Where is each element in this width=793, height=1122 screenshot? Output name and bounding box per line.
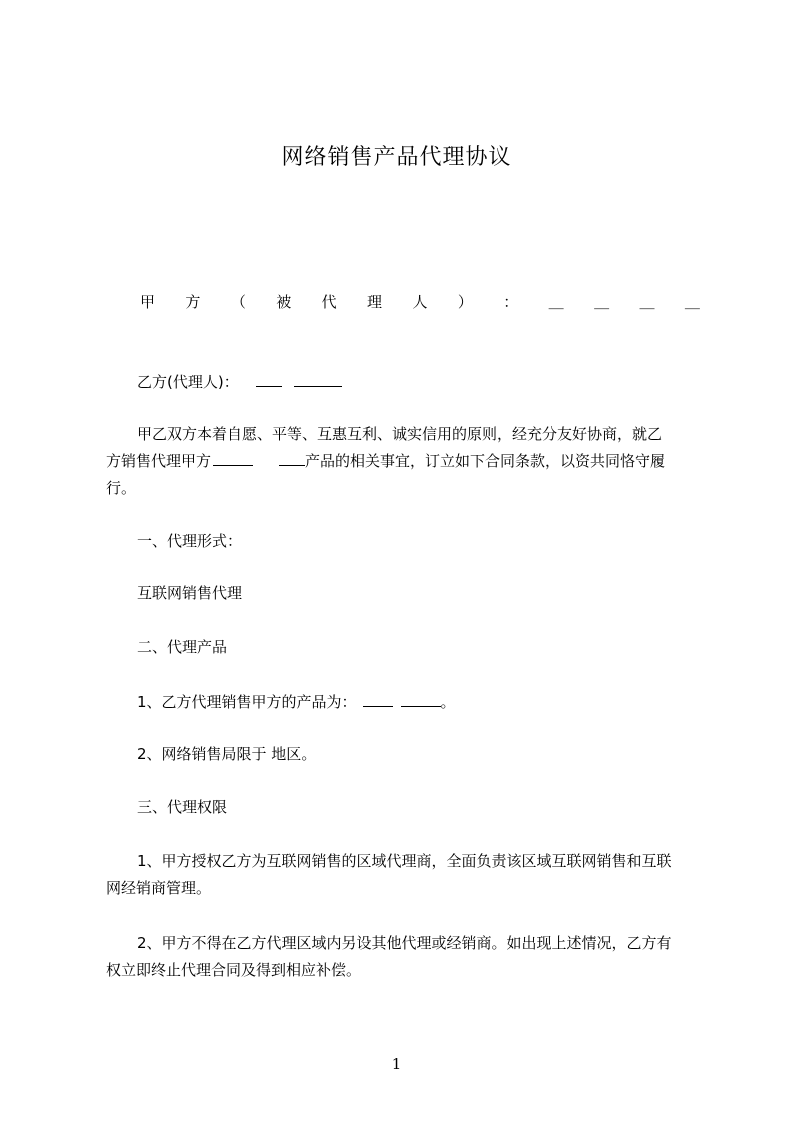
clause-item: 2、网络销售局限于 地区。 [137, 745, 317, 763]
party-a-blank: ＿ [548, 293, 564, 311]
clause-item: 2、甲方不得在乙方代理区域内另设其他代理或经销商。如出现上述情况，乙方有 [137, 934, 672, 952]
party-a-blank: ＿ [639, 293, 655, 311]
product-name-blank [401, 689, 441, 707]
product-blank [213, 448, 253, 466]
party-a-char: （ [230, 293, 246, 311]
party-a-char: ） [457, 293, 473, 311]
party-b-blank [294, 369, 342, 387]
section-text: 互联网销售代理 [137, 584, 243, 602]
intro-line-3: 行。 [106, 479, 137, 497]
product-name-blank [363, 689, 393, 707]
document-title: 网络销售产品代理协议 [281, 145, 512, 170]
clause-item-continued: 网经销商管理。 [106, 879, 212, 897]
party-a-char: 方 [185, 293, 201, 311]
section-heading: 一、代理形式： [137, 532, 243, 550]
clause-item: 1、甲方授权乙方为互联网销售的区域代理商，全面负责该区域互联网销售和互联 [137, 852, 672, 870]
intro-line-1: 甲乙双方本着自愿、平等、互惠互利、诚实信用的原则，经充分友好协商，就乙 [137, 425, 663, 443]
party-a-char: 理 [367, 293, 383, 311]
intro-line-2: 方销售代理甲方 产品的相关事宜，订立如下合同条款，以资共同恪守履 [106, 448, 665, 474]
page-number: 1 [391, 1055, 402, 1073]
section-heading: 二、代理产品 [137, 638, 228, 656]
party-a-char: 代 [321, 293, 337, 311]
party-b-blank [256, 369, 282, 387]
section-heading: 三、代理权限 [137, 798, 228, 816]
party-a-char: ： [503, 293, 519, 311]
product-blank [279, 448, 305, 466]
party-a-char: 人 [412, 293, 428, 311]
party-a-blank: ＿ [684, 293, 700, 311]
party-b-line [137, 369, 342, 395]
clause-item: 1、乙方代理销售甲方的产品为： 。 [137, 689, 456, 715]
party-a-line [140, 290, 700, 314]
party-a-blank: ＿ [594, 293, 610, 311]
party-a-char: 甲 [140, 293, 156, 311]
clause-item-continued: 权立即终止代理合同及得到相应补偿。 [106, 961, 362, 979]
party-b-label: 乙方(代理人)： [137, 373, 239, 391]
party-a-char: 被 [276, 293, 292, 311]
